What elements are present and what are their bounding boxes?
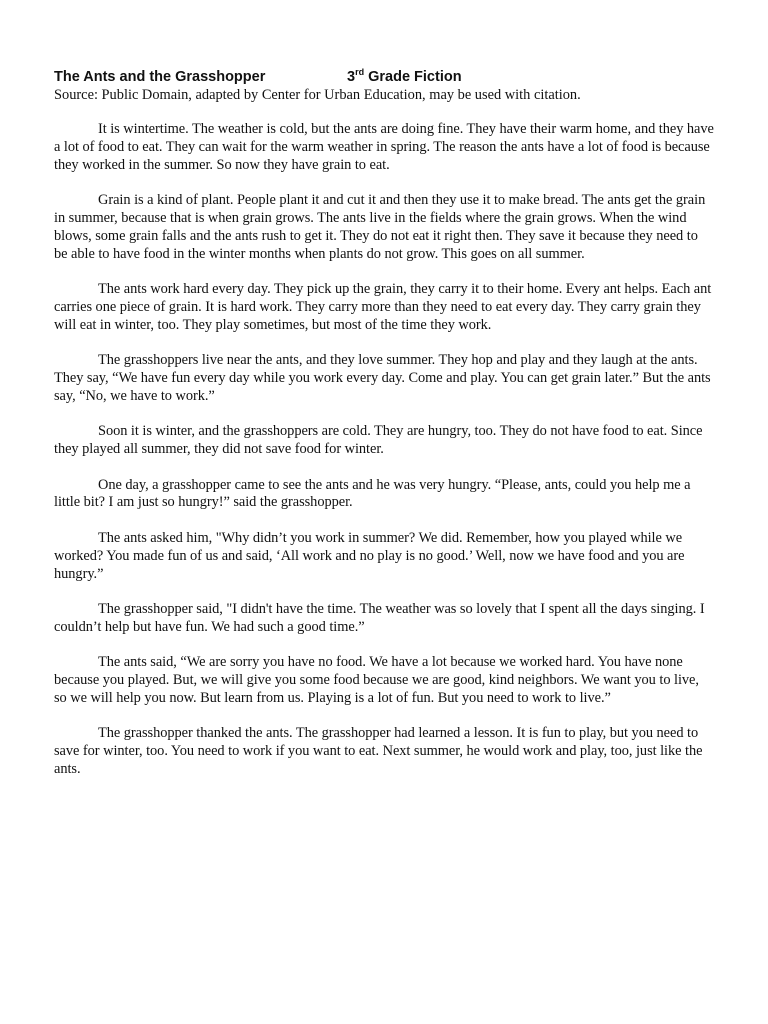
- grade-ordinal-suffix: rd: [355, 67, 365, 77]
- story-paragraph: The grasshopper thanked the ants. The grasshopper had learned a lesson. It is fun to play, but you need to save for winter, too. You need to work if you want to eat. Next summer, he would work and play, too, just like the ants.: [54, 725, 703, 777]
- document-page: [54, 68, 714, 796]
- story-paragraph: It is wintertime. The weather is cold, but the ants are doing fine. They have their warm home, and they have a lot of food to eat. They can wait for the warm weather in spring. The reason the ants have a lot of food is because they worked in the summer. So now they have grain to eat.: [54, 121, 714, 173]
- story-title: The Ants and the Grasshopper: [54, 69, 266, 85]
- grade-number: 3: [347, 69, 356, 85]
- story-paragraph: One day, a grasshopper came to see the ants and he was very hungry. “Please, ants, could you help me a little bit? I am just so hungry!” said the grasshopper.: [54, 476, 691, 511]
- story-paragraph: The grasshoppers live near the ants, and they love summer. They hop and play and they laugh at the ants. They say, “We have fun every day while you work every day. Come and play. You can get grain later.” But the ants say, “No, we have to work.”: [54, 352, 711, 405]
- source-citation: Source: Public Domain, adapted by Center for Urban Education, may be used with citation.: [54, 87, 581, 103]
- grade-level-label: [347, 68, 462, 86]
- grade-genre: Grade Fiction: [364, 69, 462, 85]
- story-paragraph: The ants asked him, "Why didn’t you work in summer? We did. Remember, how you played while we worked? You made fun of us and said, ‘All work and no play is no good.’ Well, now we have food and you are hungry.”: [54, 529, 685, 582]
- story-paragraph: Grain is a kind of plant. People plant it and cut it and then they use it to make bread. The ants get the grain in summer, because that is when grain grows. The ants live in the fields where the grain grows. When the wind blows, some grain falls and the ants rush to get it. They do not eat it right then. They save it because they need to be able to have food in the winter months when plants do not grow. This goes on all summer.: [54, 192, 706, 262]
- title-row: [54, 68, 714, 86]
- story-paragraph: Soon it is winter, and the grasshoppers are cold. They are hungry, too. They do not have food to eat. Since they played all summer, they did not save food for winter.: [54, 423, 703, 458]
- story-paragraph: The grasshopper said, "I didn't have the time. The weather was so lovely that I spent all the days singing. I couldn’t help but have fun. We had such a good time.”: [54, 600, 705, 635]
- story-paragraph: The ants said, “We are sorry you have no food. We have a lot because we worked hard. You have none because you played. But, we will give you some food because we are good, kind neighbors. We want you to live, so we will help you now. But learn from us. Playing is a lot of fun. But you need to work to live.”: [54, 654, 699, 706]
- story-paragraph: The ants work hard every day. They pick up the grain, they carry it to their home. Every ant helps. Each ant carries one piece of grain. It is hard work. They carry more than they need to eat every day. They carry grain they will eat in winter, too. They play sometimes, but most of the time they work.: [54, 281, 712, 333]
